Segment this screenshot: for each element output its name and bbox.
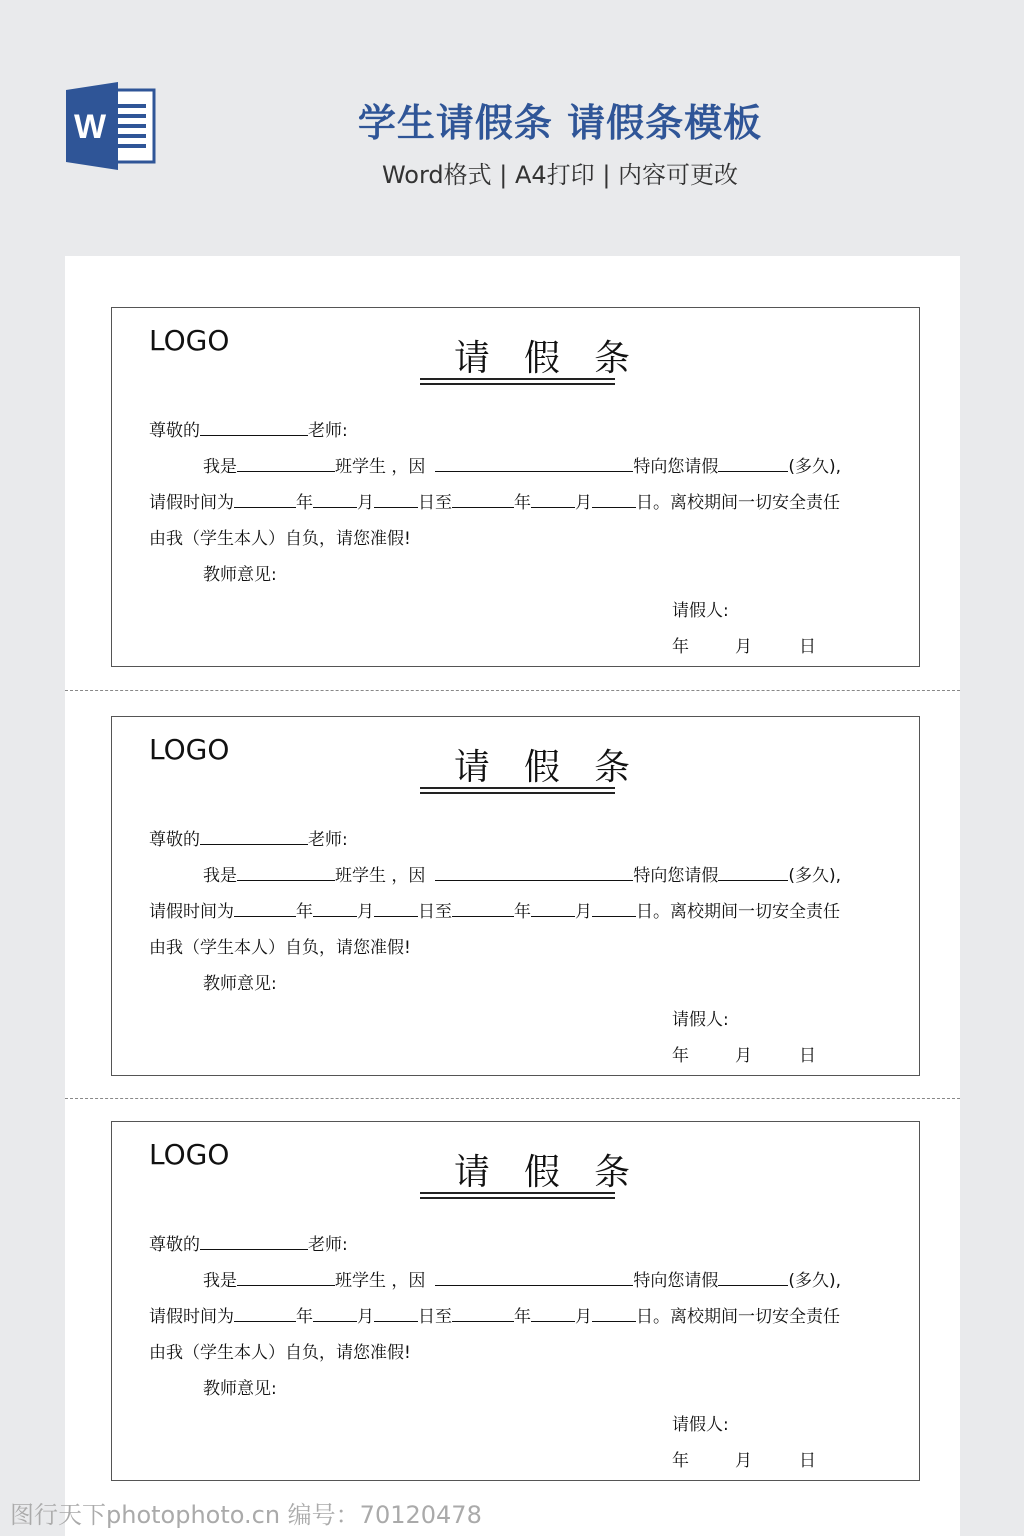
applicant-label: 请假人: [672, 1010, 729, 1030]
end-month-blank[interactable] [531, 1304, 575, 1322]
start-year-blank[interactable] [234, 490, 296, 508]
logo: LOGO [149, 1138, 230, 1171]
teacher-opinion-label: 教师意见: [203, 1379, 277, 1399]
responsibility-line: 由我（学生本人）自负，请您准假! [149, 1343, 411, 1363]
slip-title: 请假条 [454, 338, 665, 379]
watermark: 图行天下photophoto.cn 编号：70120478 [10, 1501, 482, 1529]
reason-line: 我是 班学生 ，因 特向您请假 (多久), [203, 452, 841, 477]
svg-text:W: W [73, 108, 107, 146]
title-double-rule [420, 1192, 615, 1199]
reason-line: 我是 班学生 ，因 特向您请假 (多久), [203, 1266, 841, 1291]
end-day-blank[interactable] [592, 1304, 636, 1322]
logo: LOGO [149, 733, 230, 766]
word-document-icon [66, 82, 156, 170]
page-title: 学生请假条 请假条模板 [357, 101, 763, 145]
slip-title: 请假条 [454, 1152, 665, 1193]
sign-day-label: 日 [799, 637, 816, 657]
date-range-line: 请假时间为 年 月 日至 年 月 日。离校期间一切安全责任 [149, 488, 840, 513]
teacher-opinion-label: 教师意见: [203, 974, 277, 994]
reason-blank[interactable] [435, 863, 633, 881]
leave-slip [111, 1121, 920, 1481]
responsibility-line: 由我（学生本人）自负，请您准假! [149, 529, 411, 549]
teacher-name-blank[interactable] [200, 1232, 308, 1250]
end-year-blank[interactable] [452, 1304, 514, 1322]
cut-line [65, 1098, 960, 1099]
start-year-blank[interactable] [234, 899, 296, 917]
end-day-blank[interactable] [592, 899, 636, 917]
teacher-opinion-label: 教师意见: [203, 565, 277, 585]
leave-slip [111, 716, 920, 1076]
duration-blank[interactable] [718, 1268, 788, 1286]
title-double-rule [420, 378, 615, 385]
date-range-line: 请假时间为 年 月 日至 年 月 日。离校期间一切安全责任 [149, 897, 840, 922]
salutation-line: 尊敬的 老师: [149, 416, 348, 441]
sign-month-label: 月 [735, 637, 752, 657]
title-double-rule [420, 787, 615, 794]
leave-slip [111, 307, 920, 667]
logo: LOGO [149, 324, 230, 357]
end-year-blank[interactable] [452, 490, 514, 508]
start-day-blank[interactable] [374, 490, 418, 508]
teacher-name-blank[interactable] [200, 418, 308, 436]
slip-title: 请假条 [454, 747, 665, 788]
reason-blank[interactable] [435, 454, 633, 472]
start-year-blank[interactable] [234, 1304, 296, 1322]
class-blank[interactable] [237, 863, 335, 881]
sign-month-label: 月 [735, 1451, 752, 1471]
reason-blank[interactable] [435, 1268, 633, 1286]
salutation-line: 尊敬的 老师: [149, 825, 348, 850]
sign-day-label: 日 [799, 1046, 816, 1066]
start-day-blank[interactable] [374, 899, 418, 917]
sign-year-label: 年 [672, 1046, 689, 1066]
duration-blank[interactable] [718, 863, 788, 881]
page-subtitle: Word格式 | A4打印 | 内容可更改 [381, 161, 739, 189]
sign-month-label: 月 [735, 1046, 752, 1066]
end-month-blank[interactable] [531, 899, 575, 917]
responsibility-line: 由我（学生本人）自负，请您准假! [149, 938, 411, 958]
sign-year-label: 年 [672, 1451, 689, 1471]
end-day-blank[interactable] [592, 490, 636, 508]
sign-year-label: 年 [672, 637, 689, 657]
end-year-blank[interactable] [452, 899, 514, 917]
duration-blank[interactable] [718, 454, 788, 472]
start-day-blank[interactable] [374, 1304, 418, 1322]
start-month-blank[interactable] [313, 1304, 357, 1322]
applicant-label: 请假人: [672, 1415, 729, 1435]
cut-line [65, 690, 960, 691]
end-month-blank[interactable] [531, 490, 575, 508]
start-month-blank[interactable] [313, 899, 357, 917]
start-month-blank[interactable] [313, 490, 357, 508]
salutation-line: 尊敬的 老师: [149, 1230, 348, 1255]
applicant-label: 请假人: [672, 601, 729, 621]
date-range-line: 请假时间为 年 月 日至 年 月 日。离校期间一切安全责任 [149, 1302, 840, 1327]
class-blank[interactable] [237, 454, 335, 472]
class-blank[interactable] [237, 1268, 335, 1286]
reason-line: 我是 班学生 ，因 特向您请假 (多久), [203, 861, 841, 886]
teacher-name-blank[interactable] [200, 827, 308, 845]
sign-day-label: 日 [799, 1451, 816, 1471]
